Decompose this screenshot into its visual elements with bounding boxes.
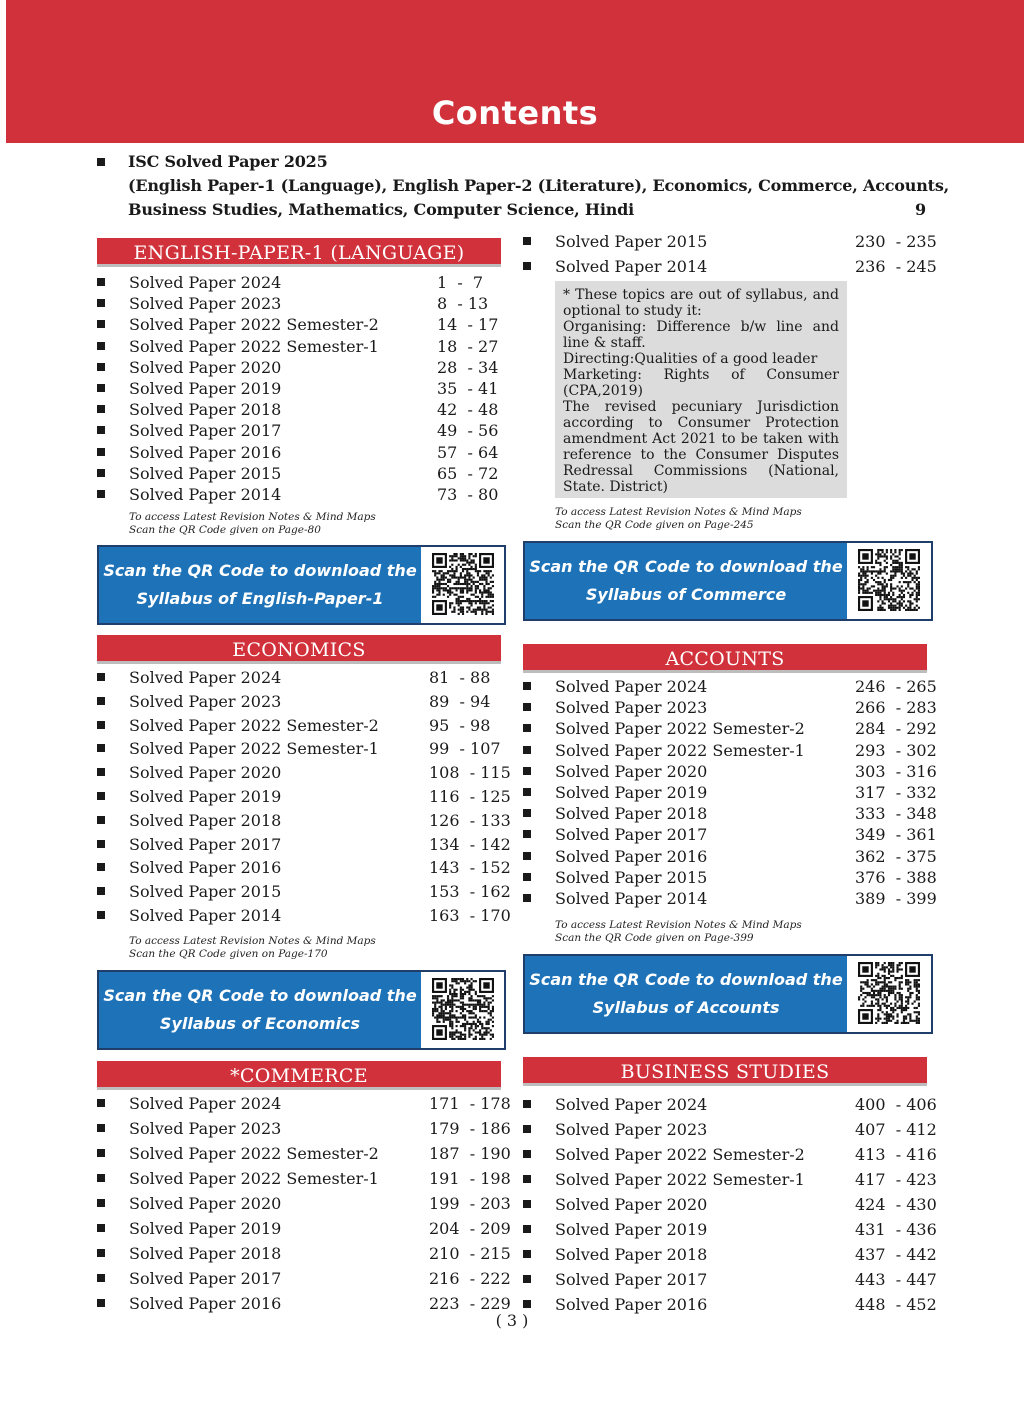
bullet-square-icon bbox=[523, 1300, 531, 1308]
bullet-square-icon bbox=[97, 1099, 105, 1107]
toc-entry-label: Solved Paper 2019 bbox=[555, 1220, 708, 1239]
toc-entry-label: Solved Paper 2020 bbox=[129, 357, 282, 377]
toc-entry[interactable] bbox=[523, 1120, 937, 1140]
toc-entry-pages: 65 - 72 bbox=[437, 463, 499, 483]
section-header: BUSINESS STUDIES bbox=[523, 1057, 927, 1083]
bullet-square-icon bbox=[523, 1225, 531, 1233]
toc-entry-pages: 179 - 186 bbox=[429, 1119, 511, 1138]
bullet-square-icon bbox=[97, 405, 105, 413]
toc-entry-pages: 246 - 265 bbox=[855, 677, 937, 696]
toc-entry-label: Solved Paper 2015 bbox=[555, 232, 708, 251]
bullet-square-icon bbox=[523, 830, 531, 838]
qr-banner-text: Scan the QR Code to download the Syllabus of Economics bbox=[99, 972, 421, 1048]
toc-entry-label: Solved Paper 2023 bbox=[129, 294, 282, 314]
bullet-square-icon bbox=[97, 1124, 105, 1132]
section-header: ENGLISH-PAPER-1 (LANGUAGE) bbox=[97, 238, 501, 264]
toc-entry-label: Solved Paper 2022 Semester-2 bbox=[129, 715, 379, 735]
revision-note: To access Latest Revision Notes & Mind Maps Scan the QR Code given on Page-170 bbox=[129, 935, 376, 960]
bullet-square-icon bbox=[523, 237, 531, 245]
toc-entry[interactable] bbox=[97, 716, 507, 736]
toc-entry-label: Solved Paper 2022 Semester-2 bbox=[129, 1144, 379, 1163]
toc-entry[interactable] bbox=[523, 1195, 937, 1215]
toc-entry-label: Solved Paper 2016 bbox=[129, 442, 282, 462]
bullet-square-icon bbox=[97, 887, 105, 895]
toc-entry-pages: 362 - 375 bbox=[855, 846, 937, 866]
toc-entry-pages: 303 - 316 bbox=[855, 761, 937, 781]
toc-entry-pages: 266 - 283 bbox=[855, 698, 937, 718]
toc-entry-label: Solved Paper 2023 bbox=[555, 1120, 708, 1139]
bullet-square-icon bbox=[523, 1250, 531, 1258]
toc-entry-label: Solved Paper 2018 bbox=[555, 804, 708, 824]
toc-entry[interactable] bbox=[97, 315, 507, 335]
bullet-square-icon bbox=[523, 1175, 531, 1183]
toc-entry[interactable] bbox=[97, 834, 511, 855]
toc-entry[interactable] bbox=[97, 1144, 511, 1164]
toc-entry-label: Solved Paper 2015 bbox=[129, 882, 282, 902]
bullet-square-icon bbox=[97, 768, 105, 776]
toc-entry-pages: 95 - 98 bbox=[429, 715, 491, 735]
toc-entry-pages: 223 - 229 bbox=[429, 1294, 511, 1313]
bullet-square-icon bbox=[523, 703, 531, 711]
toc-entry-pages: 81 - 88 bbox=[429, 668, 491, 687]
toc-entry[interactable] bbox=[523, 1145, 937, 1165]
toc-entry-pages: 35 - 41 bbox=[437, 379, 499, 398]
toc-entry-label: Solved Paper 2019 bbox=[129, 379, 282, 398]
bullet-square-icon bbox=[97, 278, 105, 286]
bullet-square-icon bbox=[97, 342, 105, 350]
toc-entry-pages: 116 - 125 bbox=[429, 787, 511, 806]
bullet-square-icon bbox=[97, 363, 105, 371]
toc-entry-label: Solved Paper 2016 bbox=[555, 846, 708, 866]
bullet-square-icon bbox=[523, 809, 531, 817]
toc-entry-label: Solved Paper 2022 Semester-1 bbox=[129, 336, 379, 356]
toc-entry[interactable] bbox=[97, 464, 507, 484]
bullet-square-icon bbox=[97, 1149, 105, 1157]
toc-entry-pages: 448 - 452 bbox=[855, 1295, 937, 1314]
toc-entry[interactable] bbox=[97, 763, 511, 783]
toc-entry-label: Solved Paper 2024 bbox=[129, 273, 282, 292]
toc-entry[interactable] bbox=[97, 485, 507, 505]
bullet-square-icon bbox=[523, 1100, 531, 1108]
bullet-square-icon bbox=[523, 1275, 531, 1283]
toc-entry-pages: 389 - 399 bbox=[855, 889, 937, 908]
toc-entry[interactable] bbox=[97, 1194, 511, 1214]
toc-entry-pages: 333 - 348 bbox=[855, 804, 937, 824]
toc-entry[interactable] bbox=[523, 719, 937, 739]
toc-entry[interactable] bbox=[523, 846, 937, 867]
bullet-square-icon bbox=[97, 744, 105, 752]
bullet-square-icon bbox=[523, 767, 531, 775]
bullet-square-icon bbox=[97, 448, 105, 456]
toc-entry-pages: 236 - 245 bbox=[855, 257, 937, 276]
toc-entry[interactable] bbox=[97, 1244, 511, 1264]
bullet-square-icon bbox=[97, 721, 105, 729]
bullet-square-icon bbox=[523, 788, 531, 796]
toc-entry-label: Solved Paper 2016 bbox=[129, 858, 282, 878]
qr-banner-text: Scan the QR Code to download the Syllabus of Commerce bbox=[525, 543, 847, 619]
toc-entry-label: Solved Paper 2019 bbox=[129, 787, 282, 806]
toc-entry-label: Solved Paper 2022 Semester-1 bbox=[129, 1169, 379, 1188]
toc-entry-label: Solved Paper 2018 bbox=[129, 1244, 282, 1263]
bullet-square-icon bbox=[97, 673, 105, 681]
toc-entry-pages: 376 - 388 bbox=[855, 867, 937, 887]
toc-entry-pages: 191 - 198 bbox=[429, 1169, 511, 1188]
bullet-square-icon bbox=[97, 792, 105, 800]
toc-entry-label: Solved Paper 2015 bbox=[129, 463, 282, 483]
toc-entry[interactable] bbox=[97, 1119, 511, 1139]
toc-entry[interactable] bbox=[97, 810, 511, 831]
bullet-square-icon bbox=[97, 863, 105, 871]
toc-entry[interactable] bbox=[97, 668, 507, 688]
toc-entry-label: Solved Paper 2023 bbox=[129, 1119, 282, 1138]
bullet-square-icon bbox=[97, 384, 105, 392]
qr-banner-accounts[interactable] bbox=[523, 954, 933, 1034]
toc-entry[interactable] bbox=[97, 882, 511, 902]
toc-entry-pages: 417 - 423 bbox=[855, 1170, 937, 1189]
toc-entry-pages: 413 - 416 bbox=[855, 1145, 937, 1164]
toc-entry[interactable] bbox=[97, 1269, 511, 1289]
bullet-square-icon bbox=[97, 490, 105, 498]
toc-entry-label: Solved Paper 2022 Semester-2 bbox=[129, 315, 379, 335]
toc-entry-pages: 108 - 115 bbox=[429, 763, 511, 783]
toc-entry[interactable] bbox=[523, 1245, 937, 1265]
qr-code-icon[interactable] bbox=[432, 553, 494, 615]
toc-entry-label: Solved Paper 2020 bbox=[129, 1194, 282, 1213]
bullet-square-icon bbox=[523, 1200, 531, 1208]
bullet-square-icon bbox=[97, 840, 105, 848]
toc-entry-pages: 443 - 447 bbox=[855, 1270, 937, 1289]
toc-entry[interactable] bbox=[97, 1094, 511, 1114]
toc-entry-pages: 8 - 13 bbox=[437, 294, 489, 314]
toc-entry-label: Solved Paper 2018 bbox=[129, 400, 282, 420]
toc-entry-pages: 317 - 332 bbox=[855, 783, 937, 802]
section-header: *COMMERCE bbox=[97, 1061, 501, 1087]
toc-entry-pages: 163 - 170 bbox=[429, 906, 511, 925]
bullet-square-icon bbox=[523, 724, 531, 732]
toc-entry[interactable] bbox=[523, 804, 937, 824]
toc-entry-label: Solved Paper 2024 bbox=[129, 668, 282, 687]
toc-entry-label: Solved Paper 2020 bbox=[555, 761, 708, 781]
toc-entry-label: Solved Paper 2019 bbox=[129, 1219, 282, 1238]
toc-entry-label: Solved Paper 2022 Semester-2 bbox=[555, 1145, 805, 1164]
toc-entry[interactable] bbox=[97, 1169, 511, 1189]
qr-banner-english[interactable] bbox=[97, 545, 506, 625]
bullet-square-icon bbox=[523, 1150, 531, 1158]
bullet-square-icon bbox=[97, 1299, 105, 1307]
toc-entry[interactable] bbox=[523, 1220, 937, 1240]
toc-entry-pages: 187 - 190 bbox=[429, 1144, 511, 1163]
toc-entry-label: Solved Paper 2024 bbox=[555, 1095, 708, 1114]
section-header: ACCOUNTS bbox=[523, 644, 927, 670]
toc-entry[interactable] bbox=[97, 294, 507, 314]
toc-entry-pages: 14 - 17 bbox=[437, 315, 499, 335]
bullet-square-icon bbox=[97, 1174, 105, 1182]
bullet-square-icon bbox=[97, 911, 105, 919]
bullet-square-icon bbox=[523, 682, 531, 690]
toc-entry-label: Solved Paper 2022 Semester-1 bbox=[555, 740, 805, 760]
bullet-square-icon bbox=[97, 1249, 105, 1257]
toc-entry-label: Solved Paper 2022 Semester-1 bbox=[555, 1170, 805, 1189]
toc-entry-label: Solved Paper 2022 Semester-2 bbox=[555, 719, 805, 739]
toc-entry-label: Solved Paper 2017 bbox=[129, 1269, 282, 1288]
toc-entry[interactable] bbox=[97, 400, 507, 420]
bullet-square-icon bbox=[523, 262, 531, 270]
toc-entry-pages: 400 - 406 bbox=[855, 1095, 937, 1114]
toc-entry[interactable] bbox=[523, 889, 937, 909]
toc-entry-label: Solved Paper 2016 bbox=[555, 1295, 708, 1314]
toc-entry-pages: 431 - 436 bbox=[855, 1220, 937, 1239]
bullet-square-icon bbox=[523, 746, 531, 754]
toc-entry-label: Solved Paper 2023 bbox=[555, 698, 708, 718]
toc-entry[interactable] bbox=[523, 677, 937, 697]
toc-entry-label: Solved Paper 2022 Semester-1 bbox=[129, 739, 379, 759]
toc-entry[interactable] bbox=[97, 739, 507, 759]
bullet-square-icon bbox=[97, 320, 105, 328]
qr-banner-economics[interactable] bbox=[97, 970, 506, 1050]
toc-entry-pages: 42 - 48 bbox=[437, 400, 499, 420]
toc-entry[interactable] bbox=[523, 783, 937, 803]
qr-code-icon[interactable] bbox=[432, 978, 494, 1040]
toc-entry-pages: 57 - 64 bbox=[437, 442, 499, 462]
toc-entry[interactable] bbox=[97, 858, 511, 878]
toc-entry[interactable] bbox=[97, 906, 511, 926]
bullet-square-icon bbox=[523, 852, 531, 860]
toc-entry-label: Solved Paper 2017 bbox=[555, 1270, 708, 1289]
bullet-square-icon bbox=[97, 1274, 105, 1282]
toc-entry-pages: 210 - 215 bbox=[429, 1244, 511, 1263]
toc-entry-label: Solved Paper 2017 bbox=[555, 825, 708, 845]
syllabus-note-box: * These topics are out of syllabus, and optional to study it: Organising: Difference b/w line and line & staff. Directing:Qualities of a good leader Marketing: Rights of Consumer (CPA,2019) The revised pecuniary Jurisdiction according to Consumer Protection amendment Act 2021 to be taken with reference to the Consumer Disputes Redressal Commissions (National, State. District) bbox=[555, 281, 847, 498]
bullet-square-icon bbox=[523, 873, 531, 881]
toc-entry[interactable] bbox=[523, 232, 937, 252]
isc-subjects-line-2: Business Studies, Mathematics, Computer Science, Hindi bbox=[128, 200, 635, 219]
isc-page-number: 9 bbox=[915, 200, 927, 219]
bullet-square-icon bbox=[97, 299, 105, 307]
bullet-square-icon bbox=[523, 894, 531, 902]
toc-entry-label: Solved Paper 2020 bbox=[555, 1195, 708, 1214]
toc-entry[interactable] bbox=[97, 692, 507, 712]
toc-entry[interactable] bbox=[523, 740, 937, 761]
toc-entry-pages: 407 - 412 bbox=[855, 1120, 937, 1139]
bullet-square-icon bbox=[97, 1199, 105, 1207]
toc-entry-label: Solved Paper 2020 bbox=[129, 763, 282, 783]
isc-title: ISC Solved Paper 2025 bbox=[128, 152, 328, 171]
isc-subjects-line-1: (English Paper-1 (Language), English Paper-2 (Literature), Economics, Commerce, Accounts, bbox=[128, 176, 950, 195]
toc-entry[interactable] bbox=[97, 443, 507, 463]
toc-entry-label: Solved Paper 2015 bbox=[555, 867, 708, 887]
toc-entry-pages: 73 - 80 bbox=[437, 485, 499, 504]
toc-entry[interactable] bbox=[523, 761, 937, 782]
toc-entry-pages: 437 - 442 bbox=[855, 1245, 937, 1264]
toc-entry-pages: 153 - 162 bbox=[429, 882, 511, 902]
toc-entry[interactable] bbox=[97, 337, 507, 357]
toc-entry[interactable] bbox=[523, 1170, 937, 1190]
header-banner bbox=[6, 0, 1024, 143]
toc-entry-pages: 424 - 430 bbox=[855, 1195, 937, 1214]
toc-entry-pages: 18 - 27 bbox=[437, 336, 499, 356]
qr-banner-commerce[interactable] bbox=[523, 541, 933, 621]
toc-entry[interactable] bbox=[523, 1095, 937, 1115]
bullet-square-icon bbox=[97, 697, 105, 705]
toc-entry-pages: 204 - 209 bbox=[429, 1219, 511, 1238]
section-header: ECONOMICS bbox=[97, 635, 501, 661]
toc-entry[interactable] bbox=[523, 825, 937, 845]
toc-entry-pages: 199 - 203 bbox=[429, 1194, 511, 1213]
toc-entry-label: Solved Paper 2023 bbox=[129, 691, 282, 711]
toc-entry[interactable] bbox=[97, 421, 507, 441]
bullet-square-icon bbox=[97, 426, 105, 434]
toc-entry-label: Solved Paper 2018 bbox=[129, 810, 282, 830]
qr-code-icon[interactable] bbox=[858, 962, 920, 1024]
toc-entry-pages: 216 - 222 bbox=[429, 1269, 511, 1288]
toc-entry-label: Solved Paper 2014 bbox=[129, 485, 282, 504]
toc-entry-pages: 349 - 361 bbox=[855, 825, 937, 845]
toc-entry-pages: 28 - 34 bbox=[437, 357, 499, 377]
toc-entry[interactable] bbox=[97, 379, 507, 399]
bullet-square-icon bbox=[523, 1125, 531, 1133]
toc-entry-pages: 49 - 56 bbox=[437, 421, 499, 441]
toc-entry-label: Solved Paper 2024 bbox=[129, 1094, 282, 1113]
qr-banner-text: Scan the QR Code to download the Syllabus of Accounts bbox=[525, 956, 847, 1032]
toc-entry-label: Solved Paper 2017 bbox=[129, 834, 282, 854]
toc-entry[interactable] bbox=[97, 273, 507, 293]
qr-banner-text: Scan the QR Code to download the Syllabus of English-Paper-1 bbox=[99, 547, 421, 623]
bullet-square-icon bbox=[97, 816, 105, 824]
page-number: ( 3 ) bbox=[495, 1311, 529, 1330]
toc-entry-label: Solved Paper 2018 bbox=[555, 1245, 708, 1264]
toc-entry-pages: 134 - 142 bbox=[429, 834, 511, 854]
toc-entry-label: Solved Paper 2014 bbox=[555, 889, 708, 908]
toc-entry[interactable] bbox=[523, 1270, 937, 1290]
toc-entry-label: Solved Paper 2017 bbox=[129, 421, 282, 441]
toc-entry-pages: 284 - 292 bbox=[855, 719, 937, 739]
isc-bullet bbox=[97, 158, 105, 166]
toc-entry[interactable] bbox=[523, 698, 937, 718]
qr-code-icon[interactable] bbox=[858, 549, 920, 611]
revision-note: To access Latest Revision Notes & Mind Maps Scan the QR Code given on Page-80 bbox=[129, 511, 376, 536]
revision-note: To access Latest Revision Notes & Mind Maps Scan the QR Code given on Page-399 bbox=[555, 919, 802, 944]
toc-entry-pages: 126 - 133 bbox=[429, 810, 511, 830]
toc-entry-pages: 99 - 107 bbox=[429, 739, 501, 759]
page-title: Contents bbox=[431, 94, 599, 132]
toc-entry-label: Solved Paper 2014 bbox=[129, 906, 282, 925]
toc-entry-label: Solved Paper 2016 bbox=[129, 1294, 282, 1313]
toc-entry-label: Solved Paper 2024 bbox=[555, 677, 708, 696]
toc-entry-pages: 230 - 235 bbox=[855, 232, 937, 251]
toc-entry[interactable] bbox=[97, 1219, 511, 1239]
toc-entry-pages: 143 - 152 bbox=[429, 858, 511, 878]
toc-entry[interactable] bbox=[523, 867, 937, 888]
toc-entry[interactable] bbox=[97, 358, 507, 378]
toc-entry-pages: 1 - 7 bbox=[437, 273, 484, 292]
toc-entry-pages: 293 - 302 bbox=[855, 740, 937, 760]
revision-note: To access Latest Revision Notes & Mind Maps Scan the QR Code given on Page-245 bbox=[555, 506, 802, 531]
toc-entry-pages: 89 - 94 bbox=[429, 691, 491, 711]
bullet-square-icon bbox=[97, 1224, 105, 1232]
toc-entry-label: Solved Paper 2019 bbox=[555, 783, 708, 802]
toc-entry[interactable] bbox=[523, 257, 937, 277]
toc-entry-pages: 171 - 178 bbox=[429, 1094, 511, 1113]
toc-entry[interactable] bbox=[97, 787, 511, 807]
bullet-square-icon bbox=[97, 469, 105, 477]
toc-entry-label: Solved Paper 2014 bbox=[555, 257, 708, 276]
